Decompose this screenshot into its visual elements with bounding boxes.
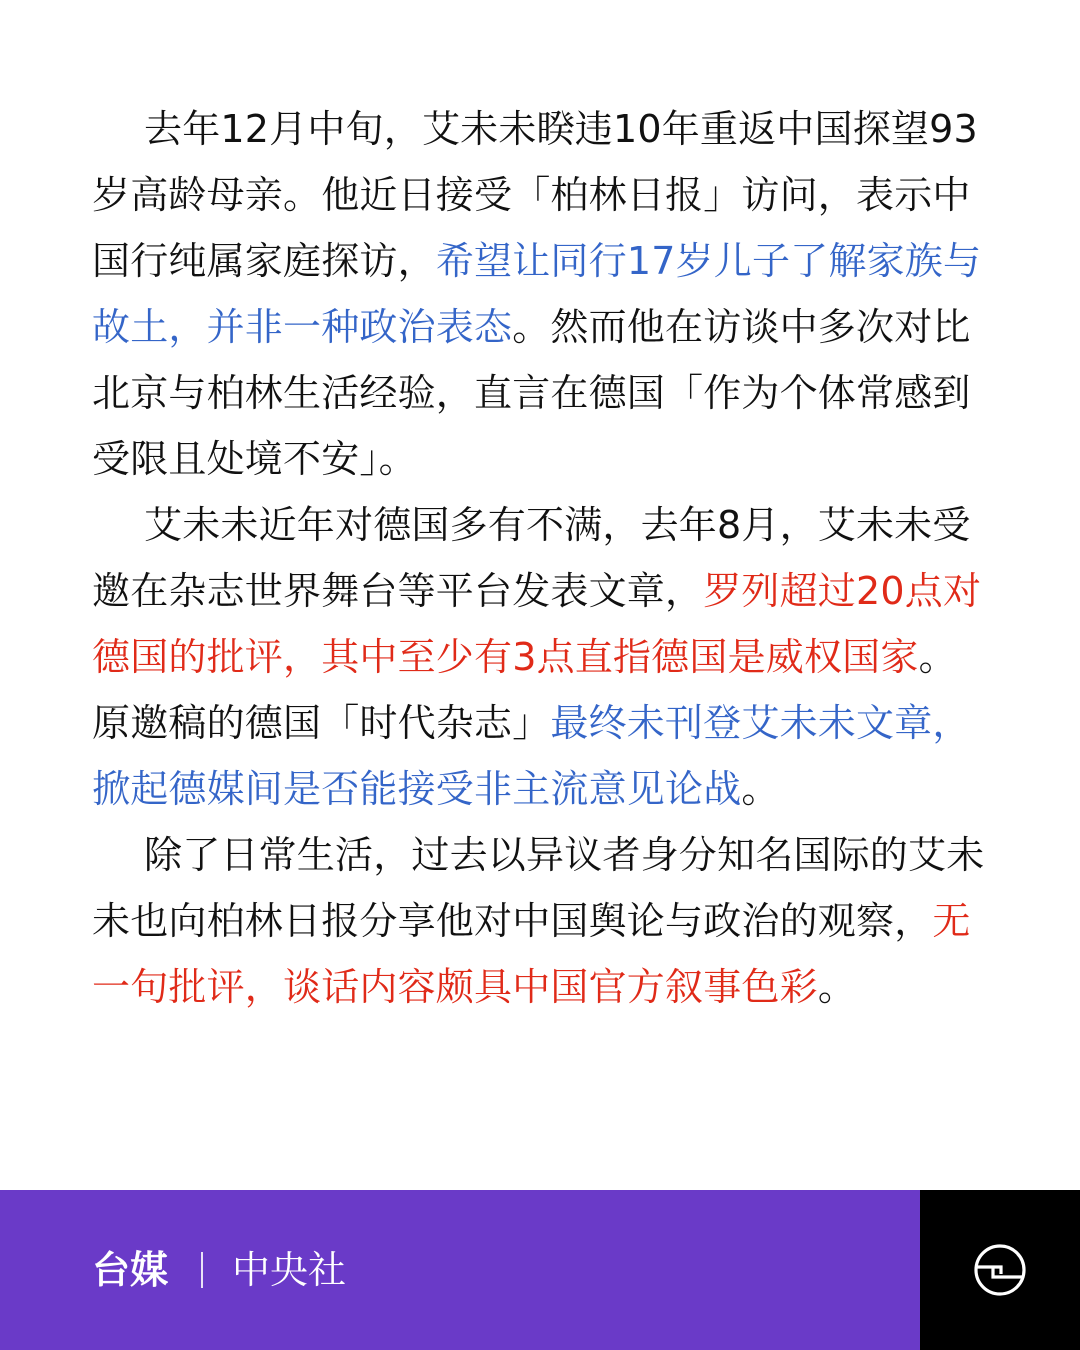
paragraph-1-text-1: 去年12月中旬，艾未未睽违10年重返中国探望93岁高龄母亲。他近日接受「柏林日报」访问，表示中国行纯属家庭探访， [92, 107, 978, 283]
paragraph-3 [92, 822, 988, 1020]
footer-logo-panel [920, 1190, 1080, 1350]
paragraph-1 [92, 96, 988, 492]
paragraph-3-highlight-red: 无一句批评，谈话内容颇具中国官方叙事色彩 [92, 899, 971, 1009]
footer-source-label: 中央社 [232, 1248, 347, 1292]
circle-logo-icon [973, 1243, 1027, 1297]
footer-category-label: 台媒 [92, 1248, 169, 1292]
paragraph-2-text-1: 艾未未近年对德国多有不满，去年8月，艾未未受邀在杂志世界舞台等平台发表文章， [92, 503, 971, 613]
footer-divider [201, 1252, 203, 1288]
paragraph-1-text-2: 。然而他在访谈中多次对比北京与柏林生活经验，直言在德国「作为个体常感到受限且处境不安」。 [92, 305, 971, 481]
paragraph-2-text-3: 。 [741, 767, 780, 811]
article-body [92, 96, 988, 1020]
paragraph-3-text-1: 除了日常生活，过去以异议者身分知名国际的艾未未也向柏林日报分享他对中国舆论与政治的观察， [92, 833, 985, 943]
paragraph-1-highlight-blue: 希望让同行17岁儿子了解家族与故土，并非一种政治表态 [92, 239, 982, 349]
paragraph-2-highlight-red: 罗列超过20点对德国的批评，其中至少有3点直指德国是威权国家 [92, 569, 982, 679]
footer-bar [0, 1190, 1080, 1350]
paragraph-3-text-2: 。 [817, 965, 857, 1009]
paragraph-2 [92, 492, 988, 822]
footer-source-panel [0, 1190, 920, 1350]
paragraph-2-highlight-blue: 最终未刊登艾未未文章，掀起德媒间是否能接受非主流意见论战 [92, 701, 971, 811]
paragraph-2-text-2: 。原邀稿的德国「时代杂志」 [92, 635, 957, 745]
